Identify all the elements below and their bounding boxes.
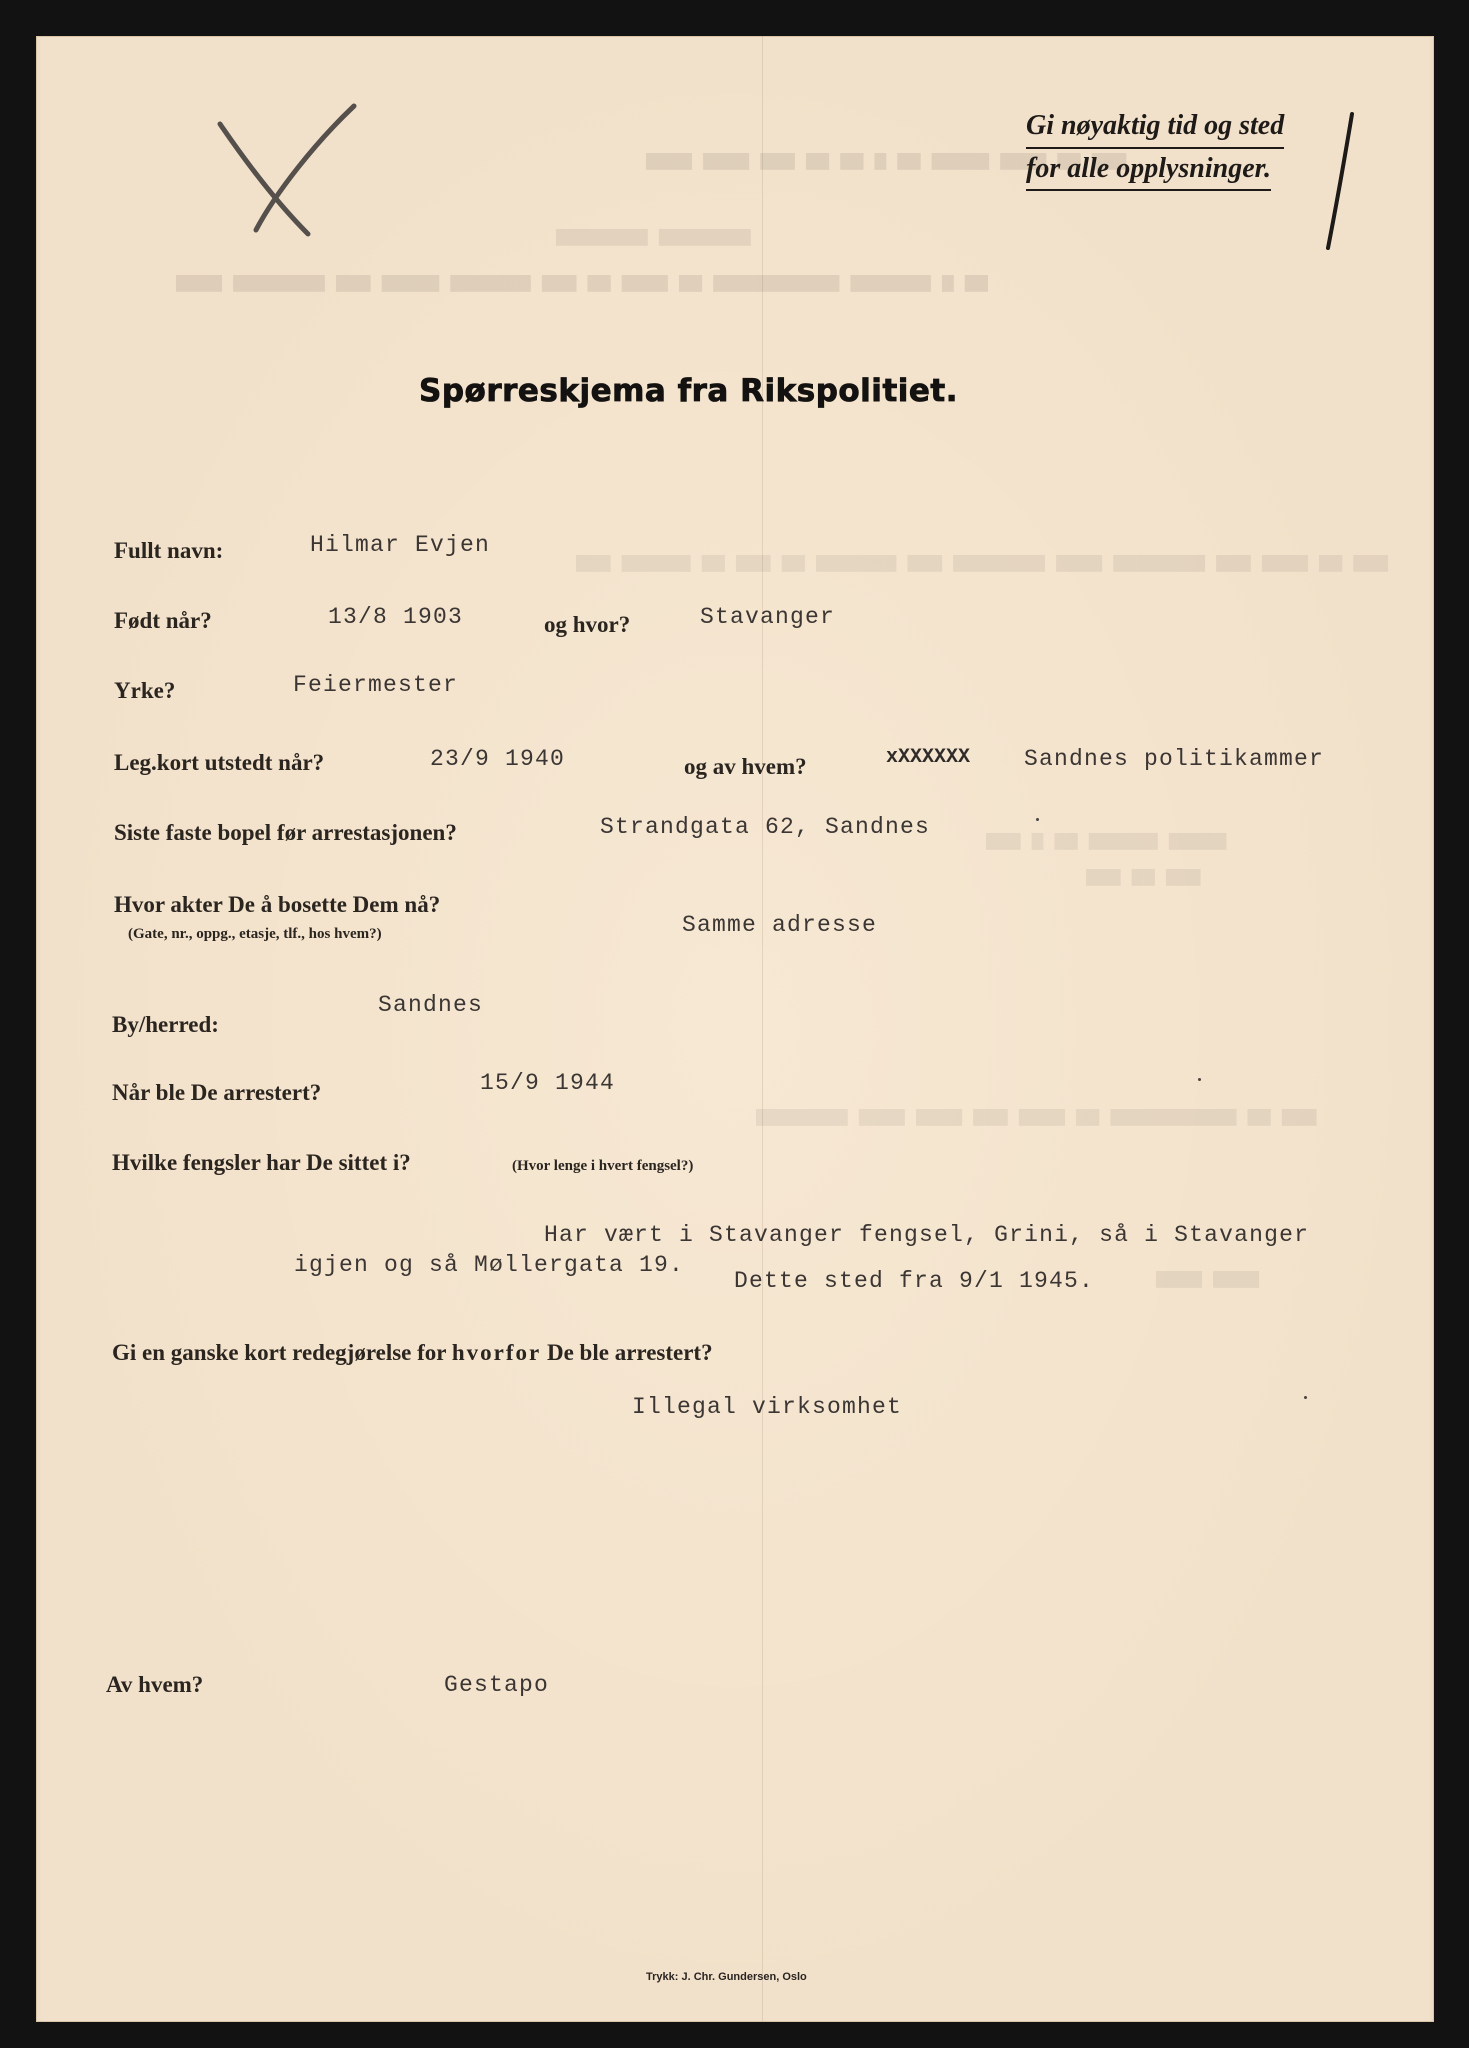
prisons-line-2: igjen og så Møllergata 19. xyxy=(294,1252,685,1278)
idcard-when-value: 23/9 1940 xyxy=(430,746,566,772)
born-when-label: Født når? xyxy=(114,608,212,633)
born-where-label: og hvor? xyxy=(544,612,631,637)
prisons-line-3: Dette sted fra 9/1 1945. xyxy=(734,1268,1095,1294)
idcard-when-label: Leg.kort utstedt når? xyxy=(114,750,325,775)
prisons-label: Hvilke fengsler har De sittet i? xyxy=(112,1150,411,1175)
born-when-value: 13/8 1903 xyxy=(328,604,464,630)
prisons-sublabel: (Hvor lenge i hvert fengsel?) xyxy=(512,1158,694,1174)
idcard-by-value: Sandnes politikammer xyxy=(1024,746,1325,772)
handwritten-x-mark xyxy=(216,102,366,242)
bleed-through: ▆▆▆ ▆▆ ▆▆▆▆ ▆▆▆▆▆ ▆▆ ▆ ▆▆ ▆▆ ▆▆▆ ▆▆▆▆ ▆▆▆▆ xyxy=(646,149,1127,171)
bleed-through: ▆▆▆ ▆▆ ▆▆▆▆ ▆▆▆ ▆▆▆▆▆▆▆▆ ▆▆▆▆ ▆▆▆▆▆▆▆▆ ▆▆▆ ▆▆▆▆▆▆▆ ▆▆ ▆▆▆ ▆▆ ▆▆▆▆▆▆ ▆▆▆ xyxy=(576,551,1388,573)
occupation-value: Feiermester xyxy=(293,672,459,698)
bleed-through: ▆▆▆▆▆▆▆▆ ▆▆▆▆▆▆▆▆ xyxy=(556,225,751,247)
settle-sublabel: (Gate, nr., oppg., etasje, tlf., hos hvem?) xyxy=(128,926,382,942)
instruction-line-2: for alle opplysninger. xyxy=(1026,149,1271,192)
prisons-line-1: Har vært i Stavanger fengsel, Grini, så i Stavanger xyxy=(544,1222,1310,1248)
reason-value: Illegal virksomhet xyxy=(632,1394,903,1420)
born-where-value: Stavanger xyxy=(700,604,836,630)
arrested-when-value: 15/9 1944 xyxy=(480,1070,616,1096)
instruction-vertical-stroke xyxy=(1318,112,1358,252)
arrested-when-label: Når ble De arrestert? xyxy=(112,1080,322,1105)
municipality-label: By/herred: xyxy=(112,1012,219,1037)
by-whom-label: Av hvem? xyxy=(106,1672,204,1697)
bleed-through: ▆▆▆ ▆▆ ▆▆▆ xyxy=(1086,865,1201,887)
printer-credit: Trykk: J. Chr. Gundersen, Oslo xyxy=(646,1971,807,1983)
occupation-label: Yrke? xyxy=(114,678,176,703)
full-name-value: Hilmar Evjen xyxy=(310,532,491,558)
idcard-by-label: og av hvem? xyxy=(684,754,807,779)
reason-label xyxy=(112,1340,713,1366)
reason-label-pre: Gi en ganske kort redegjørelse for xyxy=(112,1340,447,1365)
bleed-through: ▆▆ ▆ ▆▆▆▆▆▆▆ ▆▆▆▆▆▆▆▆▆▆▆ ▆▆ ▆▆▆▆ ▆▆ ▆▆▆ ▆▆▆▆▆▆▆ ▆▆▆▆▆ ▆▆▆ ▆▆▆▆▆▆▆▆ ▆▆▆▆ xyxy=(176,271,988,293)
settle-value: Samme adresse xyxy=(682,912,878,938)
last-address-value: Strandgata 62, Sandnes xyxy=(600,814,931,840)
full-name-label: Fullt navn: xyxy=(114,538,224,563)
reason-label-post: De ble arrestert? xyxy=(546,1340,713,1365)
last-address-label: Siste faste bopel før arrestasjonen? xyxy=(114,820,457,845)
municipality-value: Sandnes xyxy=(378,992,484,1018)
bleed-through: ▆▆▆▆▆ ▆▆▆▆▆▆ ▆▆ ▆ ▆▆▆ xyxy=(986,829,1227,851)
ink-speck xyxy=(1036,818,1039,821)
ink-speck xyxy=(1198,1078,1201,1081)
bleed-through: ▆▆▆▆ ▆▆▆▆ xyxy=(1156,1267,1259,1289)
by-whom-value: Gestapo xyxy=(444,1672,550,1698)
reason-label-emphasis: hvorfor xyxy=(451,1340,542,1365)
instruction-line-1: Gi nøyaktig tid og sted xyxy=(1026,106,1284,149)
form-title: Spørreskjema fra Rikspolitiet. xyxy=(419,373,959,409)
settle-label: Hvor akter De å bosette Dem nå? xyxy=(114,892,441,917)
fold-line xyxy=(762,36,763,2022)
bleed-through: ▆▆▆ ▆▆ ▆▆▆▆▆▆▆▆▆▆▆ ▆▆ ▆▆▆▆ ▆▆▆ ▆▆▆▆ ▆▆▆▆ ▆▆▆▆▆▆▆▆ xyxy=(756,1105,1317,1127)
idcard-by-strikeout: xXXXXXX xyxy=(886,746,971,769)
questionnaire-page xyxy=(36,36,1434,2022)
ink-speck xyxy=(1304,1396,1307,1399)
